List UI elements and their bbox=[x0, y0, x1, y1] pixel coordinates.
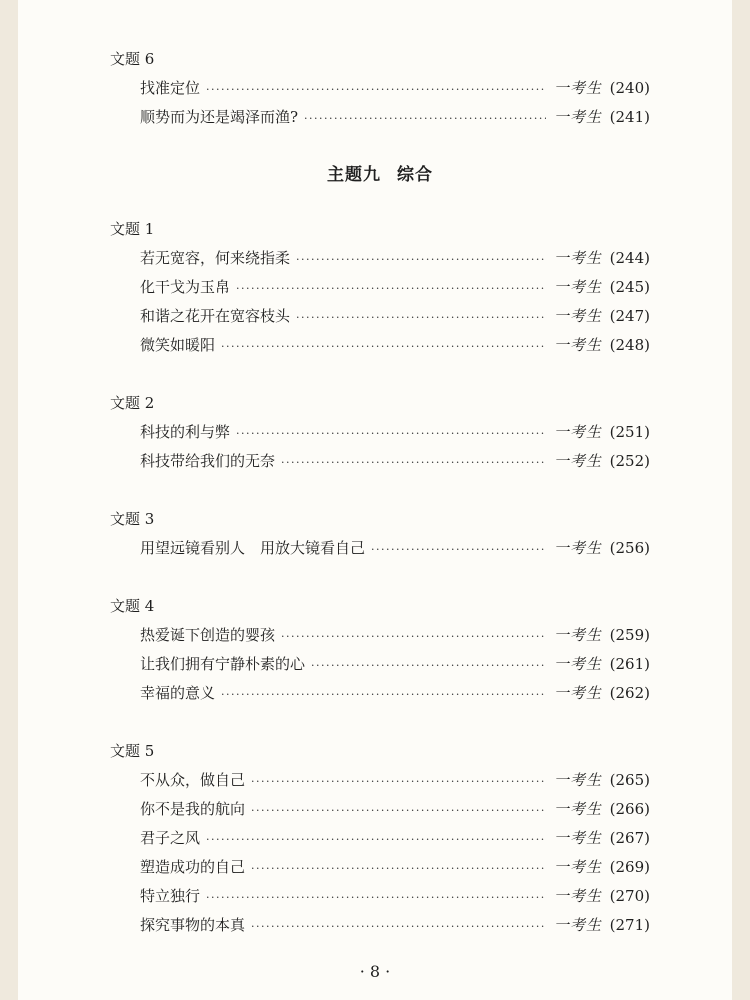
entry-title: 顺势而为还是竭泽而渔? bbox=[140, 108, 299, 126]
group-label: 文题 3 bbox=[110, 510, 155, 528]
dot-leader bbox=[236, 419, 546, 448]
entry-author: 一考生 bbox=[553, 452, 602, 470]
toc-entry[interactable] bbox=[110, 447, 650, 476]
entry-page-number: (261) bbox=[609, 655, 650, 673]
entry-author: 一考生 bbox=[553, 829, 602, 847]
dot-leader bbox=[281, 622, 546, 651]
entry-title: 幸福的意义 bbox=[140, 684, 216, 702]
dot-leader bbox=[281, 448, 546, 477]
dot-leader bbox=[206, 883, 546, 912]
toc-groups-after bbox=[110, 214, 650, 940]
toc-entry[interactable] bbox=[110, 766, 650, 795]
entry-author: 一考生 bbox=[553, 626, 602, 644]
dot-leader bbox=[371, 535, 546, 564]
entry-author: 一考生 bbox=[553, 307, 602, 325]
entry-title: 找准定位 bbox=[140, 79, 201, 97]
toc-entry[interactable] bbox=[110, 244, 650, 273]
dot-leader bbox=[296, 245, 546, 274]
entry-page-number: (259) bbox=[609, 626, 650, 644]
toc-group bbox=[110, 504, 650, 563]
group-label: 文题 6 bbox=[110, 50, 155, 68]
entry-page-number: (269) bbox=[609, 858, 650, 876]
group-label: 文题 2 bbox=[110, 394, 155, 412]
entry-title: 微笑如暖阳 bbox=[140, 336, 216, 354]
entry-page-number: (262) bbox=[609, 684, 650, 702]
entry-author: 一考生 bbox=[553, 916, 602, 934]
dot-leader bbox=[304, 104, 546, 133]
entry-title: 让我们拥有宁静朴素的心 bbox=[140, 655, 306, 673]
toc-entry[interactable] bbox=[110, 418, 650, 447]
toc-entry[interactable] bbox=[110, 103, 650, 132]
dot-leader bbox=[221, 332, 546, 361]
entry-author: 一考生 bbox=[553, 771, 602, 789]
entry-title: 塑造成功的自己 bbox=[140, 858, 246, 876]
dot-leader bbox=[251, 912, 546, 941]
dot-leader bbox=[206, 825, 546, 854]
entry-page-number: (271) bbox=[609, 916, 650, 934]
dot-leader bbox=[296, 303, 546, 332]
entry-title: 科技的利与弊 bbox=[140, 423, 231, 441]
entry-author: 一考生 bbox=[553, 249, 602, 267]
toc-entry[interactable] bbox=[110, 650, 650, 679]
entry-page-number: (252) bbox=[609, 452, 650, 470]
entry-page-number: (241) bbox=[609, 108, 650, 126]
section-heading-right: 综合 bbox=[397, 165, 433, 185]
toc-entry[interactable] bbox=[110, 882, 650, 911]
toc-group bbox=[110, 388, 650, 476]
section-heading bbox=[110, 160, 650, 190]
dot-leader bbox=[311, 651, 546, 680]
group-label: 文题 5 bbox=[110, 742, 155, 760]
entry-title: 不从众，做自己 bbox=[140, 771, 246, 789]
entry-author: 一考生 bbox=[553, 858, 602, 876]
entry-title: 若无宽容，何来绕指柔 bbox=[140, 249, 291, 267]
toc-entry[interactable] bbox=[110, 534, 650, 563]
entry-title: 你不是我的航向 bbox=[140, 800, 246, 818]
toc-content bbox=[110, 44, 650, 968]
entry-author: 一考生 bbox=[553, 336, 602, 354]
entry-title: 和谐之花开在宽容枝头 bbox=[140, 307, 291, 325]
toc-group bbox=[110, 736, 650, 940]
entry-author: 一考生 bbox=[553, 655, 602, 673]
entry-page-number: (245) bbox=[609, 278, 650, 296]
entry-author: 一考生 bbox=[553, 800, 602, 818]
entry-page-number: (244) bbox=[609, 249, 650, 267]
entry-author: 一考生 bbox=[553, 108, 602, 126]
group-label: 文题 4 bbox=[110, 597, 155, 615]
entry-page-number: (267) bbox=[609, 829, 650, 847]
toc-entry[interactable] bbox=[110, 795, 650, 824]
entry-title: 热爱诞下创造的婴孩 bbox=[140, 626, 276, 644]
entry-page-number: (240) bbox=[609, 79, 650, 97]
group-label: 文题 1 bbox=[110, 220, 155, 238]
dot-leader bbox=[251, 767, 546, 796]
toc-entry[interactable] bbox=[110, 302, 650, 331]
dot-leader bbox=[221, 680, 546, 709]
entry-title: 化干戈为玉帛 bbox=[140, 278, 231, 296]
toc-entry[interactable] bbox=[110, 621, 650, 650]
toc-group bbox=[110, 44, 650, 132]
dot-leader bbox=[236, 274, 546, 303]
toc-entry[interactable] bbox=[110, 824, 650, 853]
entry-title: 特立独行 bbox=[140, 887, 201, 905]
entry-page-number: (251) bbox=[609, 423, 650, 441]
toc-group bbox=[110, 591, 650, 708]
toc-entry[interactable] bbox=[110, 679, 650, 708]
toc-entry[interactable] bbox=[110, 853, 650, 882]
entry-author: 一考生 bbox=[553, 887, 602, 905]
dot-leader bbox=[251, 854, 546, 883]
toc-entry[interactable] bbox=[110, 911, 650, 940]
toc-entry[interactable] bbox=[110, 331, 650, 360]
toc-group bbox=[110, 214, 650, 360]
entry-page-number: (265) bbox=[609, 771, 650, 789]
entry-title: 君子之风 bbox=[140, 829, 201, 847]
entry-page-number: (270) bbox=[609, 887, 650, 905]
entry-author: 一考生 bbox=[553, 79, 602, 97]
dot-leader bbox=[251, 796, 546, 825]
entry-title: 探究事物的本真 bbox=[140, 916, 246, 934]
entry-title: 科技带给我们的无奈 bbox=[140, 452, 276, 470]
toc-entry[interactable] bbox=[110, 74, 650, 103]
entry-page-number: (256) bbox=[609, 539, 650, 557]
entry-author: 一考生 bbox=[553, 423, 602, 441]
entry-author: 一考生 bbox=[553, 539, 602, 557]
section-heading-left: 主题九 bbox=[327, 165, 381, 185]
book-page bbox=[18, 0, 732, 1000]
page-number-footer: · 8 · bbox=[359, 962, 391, 981]
entry-page-number: (247) bbox=[609, 307, 650, 325]
toc-groups-before bbox=[110, 44, 650, 132]
entry-page-number: (248) bbox=[609, 336, 650, 354]
entry-title: 用望远镜看别人 用放大镜看自己 bbox=[140, 539, 366, 557]
toc-entry[interactable] bbox=[110, 273, 650, 302]
entry-author: 一考生 bbox=[553, 684, 602, 702]
entry-page-number: (266) bbox=[609, 800, 650, 818]
dot-leader bbox=[206, 75, 546, 104]
entry-author: 一考生 bbox=[553, 278, 602, 296]
